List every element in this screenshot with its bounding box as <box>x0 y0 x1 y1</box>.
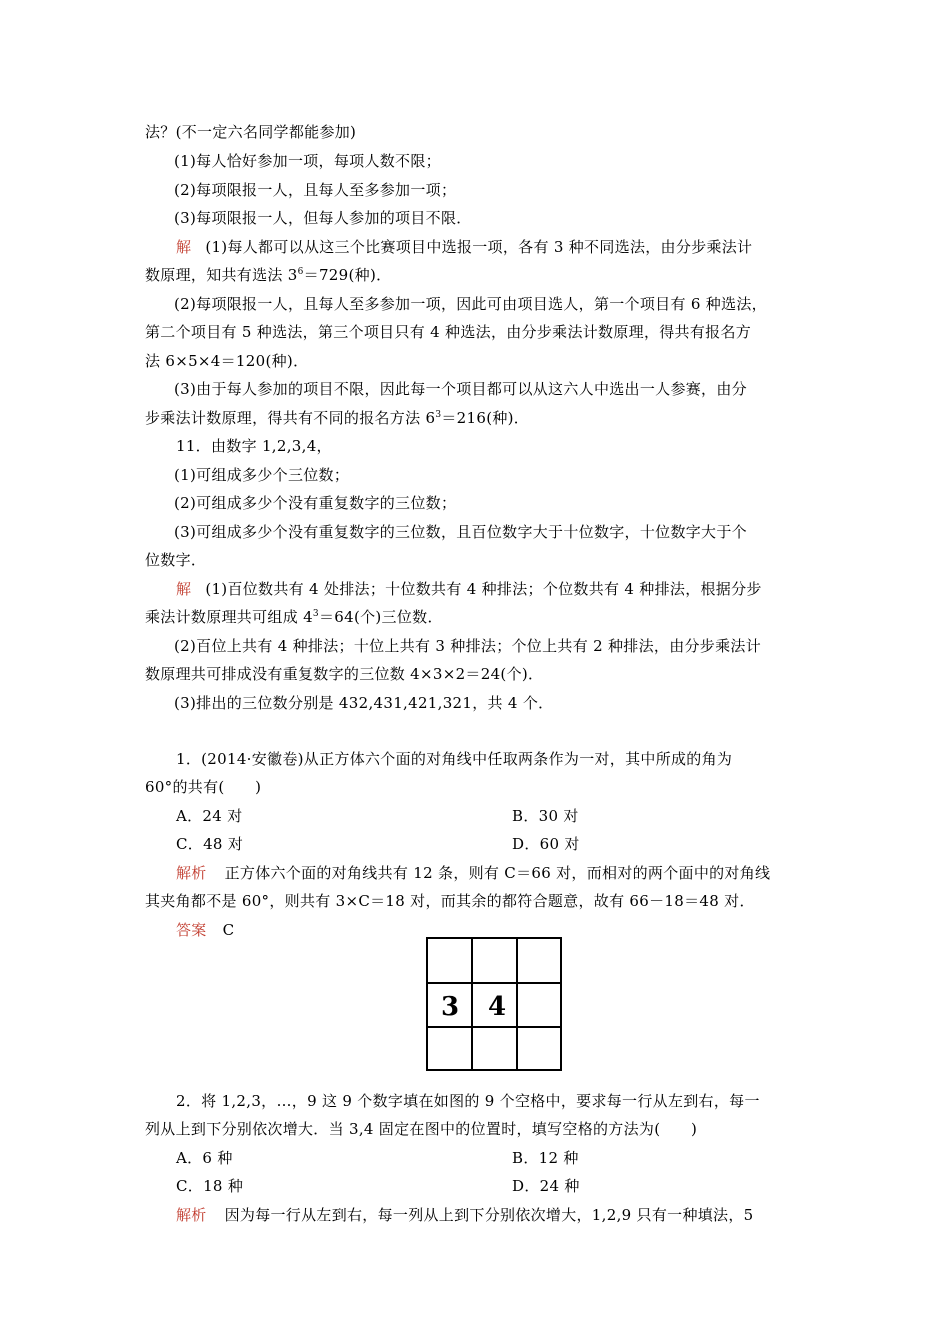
q10-solution-line-6: (3)由于每人参加的项目不限，因此每一个项目都可以从这六人中选出一人参赛，由分 <box>174 380 747 398</box>
q11-solution-line-3: (2)百位上共有 4 种排法；十位上共有 3 种排法；个位上共有 2 种排法，由分步乘法计 <box>174 637 761 655</box>
q11-solution-line-5: (3)排出的三位数分别是 432,431,421,321，共 4 个． <box>174 694 554 712</box>
p2-option-a: A．6 种 <box>176 1149 233 1167</box>
q10-solution-line-7: 步乘法计数原理，得共有不同的报名方法 $6^3=216$(种)． <box>145 409 530 427</box>
p1-option-a: A．24 对 <box>176 807 243 825</box>
q11-part-3-cont: 位数字． <box>145 551 207 569</box>
grid-cell-3: 3 <box>441 992 460 1022</box>
grid-line <box>516 939 518 1069</box>
p2-option-c: C．18 种 <box>176 1177 244 1195</box>
q11-solution-line-4: 数原理共可排成没有重复数字的三位数 4×3×2＝24(个)． <box>145 665 544 683</box>
solution-label: 解 <box>176 238 192 256</box>
q10-solution-line-5: 法 6×5×4＝120(种)． <box>145 352 309 370</box>
p1-analysis-line-1: 解析 正方体六个面的对角线共有 12 条，则有 C＝66 对，而相对的两个面中的对角线 <box>176 864 771 882</box>
grid-cell-4: 4 <box>488 992 507 1022</box>
p2-option-b: B．12 种 <box>512 1149 579 1167</box>
analysis-label: 解析 <box>176 1206 207 1224</box>
q10-solution-line-1: 解 (1)每人都可以从这三个比赛项目中选报一项，各有 3 种不同选法，由分步乘法计 <box>176 238 753 256</box>
q10-solution-line-2: 数原理，知共有选法 $3^6=729$(种)． <box>145 266 392 284</box>
q10-line-0: 法？(不一定六名同学都能参加) <box>145 123 357 141</box>
q10-part-2: (2)每项限报一人，且每人至多参加一项； <box>174 181 457 199</box>
analysis-label: 解析 <box>176 864 207 882</box>
p1-option-d: D．60 对 <box>512 835 580 853</box>
p2-stem-cont: 列从上到下分别依次增大．当 3,4 固定在图中的位置时，填写空格的方法为( ) <box>145 1120 698 1138</box>
grid-line <box>471 939 473 1069</box>
q11-solution-line-1: 解 (1)百位数共有 4 处排法；十位数共有 4 种排法；个位数共有 4 种排法，根据分步 <box>176 580 762 598</box>
solution-label: 解 <box>176 580 192 598</box>
q11-solution-line-2: 乘法计数原理共可组成 $4^3=64$(个)三位数． <box>145 608 443 626</box>
q10-solution-line-4: 第二个项目有 5 种选法，第三个项目只有 4 种选法，由分步乘法计数原理，得共有报名方 <box>145 323 752 341</box>
p2-analysis-line-1: 解析 因为每一行从左到右，每一列从上到下分别依次增大，1,2,9 只有一种填法，5 <box>176 1206 754 1224</box>
q11-part-2: (2)可组成多少个没有重复数字的三位数； <box>174 494 457 512</box>
q11-part-1: (1)可组成多少个三位数； <box>174 466 350 484</box>
p1-option-c: C．48 对 <box>176 835 244 853</box>
q10-solution-line-3: (2)每项限报一人，且每人至多参加一项，因此可由项目选人，第一个项目有 6 种选法， <box>174 295 767 313</box>
q10-part-1: (1)每人恰好参加一项，每项人数不限； <box>174 152 441 170</box>
grid-figure <box>426 937 562 1071</box>
p1-option-b: B．30 对 <box>512 807 579 825</box>
grid-line <box>428 1026 560 1028</box>
answer-label: 答案 <box>176 921 207 939</box>
p1-analysis-line-2: 其夹角都不是 60°，则共有 3×C＝18 对，而其余的都符合题意，故有 66－18＝48 对． <box>145 892 755 910</box>
p1-stem-cont: 60°的共有( ) <box>145 778 262 796</box>
grid-line <box>428 982 560 984</box>
p1-stem: 1．(2014·安徽卷)从正方体六个面的对角线中任取两条作为一对，其中所成的角为 <box>176 750 733 768</box>
q10-part-3: (3)每项限报一人，但每人参加的项目不限． <box>174 209 472 227</box>
p2-option-d: D．24 种 <box>512 1177 580 1195</box>
q11-stem: 11．由数字 1,2,3,4， <box>176 437 332 455</box>
q11-part-3: (3)可组成多少个没有重复数字的三位数，且百位数字大于十位数字，十位数字大于个 <box>174 523 747 541</box>
p2-stem: 2．将 1,2,3，…，9 这 9 个数字填在如图的 9 个空格中，要求每一行从左到右，每一 <box>176 1092 760 1110</box>
p1-answer: 答案 C <box>176 921 235 939</box>
